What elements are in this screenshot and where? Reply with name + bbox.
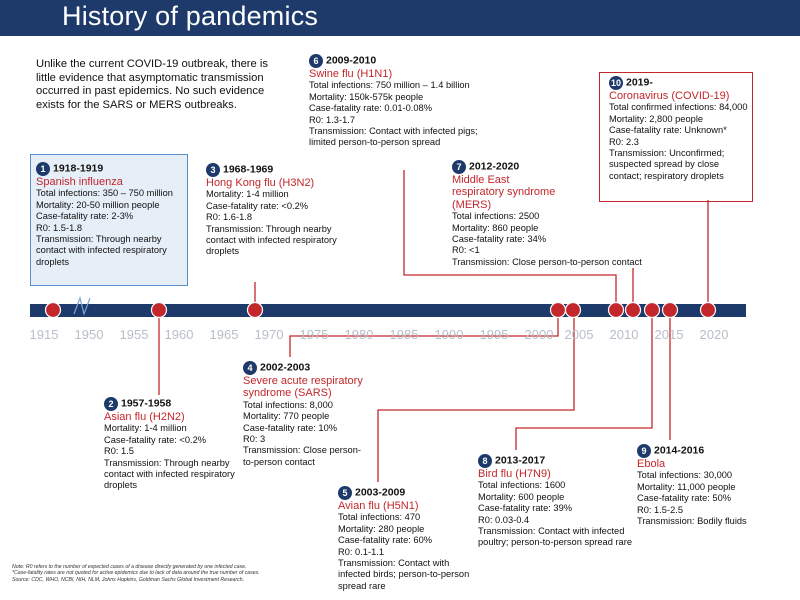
event-4: [243, 361, 368, 468]
tick-label-1990: 1990: [434, 327, 464, 342]
event-detail: Transmission: Through nearby contact with infected respiratory droplets: [36, 234, 167, 267]
event-name: Spanish influenza: [36, 176, 123, 188]
event-years: 2014-2016: [654, 444, 705, 457]
event-detail: Total infections: 2500: [452, 211, 540, 222]
event-detail: R0: 1.5-2.5: [637, 504, 683, 515]
event-detail: Transmission: Contact with infected poultry; person-to-person spread rare: [478, 526, 632, 548]
footnotes: [12, 564, 342, 583]
event-detail: Total infections: 350 – 750 million: [36, 188, 173, 199]
tick-label-2005: 2005: [564, 327, 594, 342]
event-name: Hong Kong flu (H3N2): [206, 177, 315, 189]
tick-label-2000: 2000: [524, 327, 554, 342]
event-name: Coronavirus (COVID-19): [609, 90, 730, 102]
event-detail: Mortality: 11,000 people: [637, 481, 736, 492]
event-detail: Transmission: Through nearby contact with infected respiratory droplets: [206, 223, 337, 257]
event-9: [637, 444, 787, 527]
event-years: 2009-2010: [326, 54, 377, 67]
timeline-marker-2002: [551, 303, 566, 318]
event-detail: Total infections: 8,000: [243, 399, 333, 410]
event-number-badge: 5: [338, 486, 352, 500]
timeline-marker-2019: [701, 303, 716, 318]
event-number-badge: 6: [309, 54, 323, 68]
timeline-axis: [0, 290, 800, 350]
timeline-marker-1957: [152, 303, 167, 318]
event-detail: R0: 0.03-0.4: [478, 514, 530, 525]
header-bar: [0, 0, 800, 36]
event-number-badge: 9: [637, 444, 651, 458]
tick-label-1950: 1950: [74, 327, 104, 342]
event-detail: R0: 2.3: [609, 136, 639, 147]
tick-label-1980: 1980: [344, 327, 374, 342]
footnote-r0: Note: R0 refers to the number of expected cases of a disease directly generated by one infected case.: [12, 564, 247, 570]
event-number-badge: 10: [610, 78, 621, 88]
event-detail: Mortality: 600 people: [478, 491, 565, 502]
event-number-badge: 2: [104, 397, 118, 411]
event-detail: R0: 0.1-1.1: [338, 546, 384, 557]
event-years: 2002-2003: [260, 361, 311, 374]
footnote-source: Source: CDC, WHO, NCBI, NIH, NLM, Johns Hopkins, Goldman Sachs Global Investment Research.: [12, 576, 245, 583]
event-detail: Total confirmed infections: 84,000: [609, 102, 748, 113]
timeline-marker-2004: [566, 303, 581, 318]
event-detail: Case-fatality rate: 0.01-0.08%: [309, 103, 432, 114]
tick-label-2020: 2020: [699, 327, 729, 342]
event-detail: Total infections: 750 million – 1.4 billion: [309, 80, 470, 91]
event-detail: Case-fatality rate: 39%: [478, 503, 573, 514]
tick-label-1995: 1995: [479, 327, 509, 342]
event-detail: Transmission: Close person-to-person contact: [243, 445, 361, 467]
event-2: [104, 397, 239, 492]
event-6: [309, 54, 489, 149]
footnote-cfr: *Case-fatality rates are not quoted for active epidemics due to lack of data around the true number of cases.: [12, 570, 260, 577]
timeline-marker-2015: [663, 303, 678, 318]
event-number-badge: 8: [478, 454, 492, 468]
event-number-badge: 1: [36, 162, 50, 176]
tick-label-1975: 1975: [299, 327, 329, 342]
event-number-badge: 3: [206, 163, 220, 177]
tick-label-1915: 1915: [29, 327, 59, 342]
event-detail: Case-fatality rate: 60%: [338, 535, 433, 546]
page-title: History of pandemics: [62, 1, 319, 31]
event-name: Swine flu (H1N1): [309, 68, 393, 80]
event-detail: Mortality: 770 people: [243, 411, 330, 422]
intro-text: Unlike the current COVID-19 outbreak, there is little evidence that asymptomatic transmission occurred in past epidemics. No such evidence exists for the SARS or MERS outbreaks.: [36, 58, 268, 111]
event-detail: Mortality: 2,800 people: [609, 113, 704, 124]
tick-label-1955: 1955: [119, 327, 149, 342]
event-detail: R0: <1: [452, 245, 480, 256]
event-detail: R0: 3: [243, 434, 266, 445]
timeline-marker-2013: [645, 303, 660, 318]
timeline-marker-2012: [626, 303, 641, 318]
event-detail: Case-fatality rate: 10%: [243, 422, 338, 433]
event-detail: R0: 1.5-1.8: [36, 222, 82, 233]
event-name: Asian flu (H2N2): [104, 411, 185, 423]
event-number-badge: 7: [452, 160, 466, 174]
event-detail: Total infections: 470: [338, 512, 421, 523]
event-years: 1918-1919: [53, 162, 104, 175]
event-name: Ebola: [637, 458, 666, 470]
event-detail: Total infections: 30,000: [637, 470, 733, 481]
event-detail: Case-fatality rate: 50%: [637, 493, 732, 504]
event-detail: R0: 1.5: [104, 446, 134, 457]
event-number-badge: 4: [243, 361, 257, 375]
event-detail: Mortality: 20-50 million people: [36, 199, 160, 210]
event-detail: Transmission: Through nearby contact with infected respiratory droplets: [104, 457, 235, 491]
timeline-marker-2009: [609, 303, 624, 318]
event-detail: R0: 1.6-1.8: [206, 212, 252, 223]
event-detail: Mortality: 150k-575k people: [309, 91, 424, 102]
event-detail: Mortality: 860 people: [452, 222, 539, 233]
event-detail: Mortality: 1-4 million: [104, 423, 187, 434]
timeline-marker-1918: [46, 303, 61, 318]
event-name: Middle East respiratory syndrome (MERS): [452, 174, 556, 211]
timeline-marker-1968: [248, 303, 263, 318]
event-detail: Case-fatality rate: Unknown*: [609, 125, 727, 136]
event-detail: Mortality: 280 people: [338, 523, 425, 534]
event-detail: Transmission: Contact with infected birds; person-to-person spread rare: [338, 558, 470, 591]
event-detail: Case-fatality rate: 34%: [452, 234, 547, 245]
event-name: Bird flu (H7N9): [478, 468, 551, 480]
tick-label-2015: 2015: [654, 327, 684, 342]
event-detail: Mortality: 1-4 million: [206, 189, 289, 200]
tick-label-1970: 1970: [254, 327, 284, 342]
event-detail: Case-fatality rate: <0.2%: [104, 434, 207, 445]
event-detail: Transmission: Bodily fluids: [637, 516, 747, 527]
event-name: Severe acute respiratory syndrome (SARS): [243, 375, 363, 400]
event-years: 1968-1969: [223, 163, 274, 176]
event-detail: Transmission: Unconfirmed; suspected spread by close contact; respiratory droplets: [609, 148, 725, 181]
event-detail: Case-fatality rate: <0.2%: [206, 200, 309, 211]
event-detail: Total infections: 1600: [478, 480, 566, 491]
tick-label-1965: 1965: [209, 327, 239, 342]
event-detail: Transmission: Contact with infected pigs; limited person-to-person spread: [309, 126, 478, 148]
tick-label-1960: 1960: [164, 327, 194, 342]
event-3: [206, 163, 344, 258]
tick-label-1985: 1985: [389, 327, 419, 342]
event-years: 2019-: [626, 76, 653, 89]
event-years: 1957-1958: [121, 397, 172, 410]
event-10: [609, 76, 749, 182]
event-detail: Case-fatality rate: 2-3%: [36, 211, 134, 222]
event-years: 2012-2020: [469, 160, 520, 173]
event-years: 2003-2009: [355, 486, 406, 499]
event-detail: Transmission: Close person-to-person contact: [452, 256, 642, 267]
tick-label-2010: 2010: [609, 327, 639, 342]
event-1: [36, 162, 186, 268]
event-years: 2013-2017: [495, 454, 546, 467]
event-5: [338, 486, 473, 592]
event-name: Avian flu (H5N1): [338, 500, 419, 512]
event-detail: R0: 1.3-1.7: [309, 114, 355, 125]
event-8: [478, 454, 636, 549]
